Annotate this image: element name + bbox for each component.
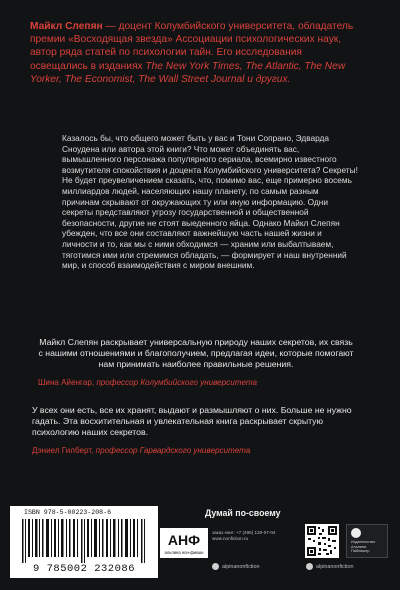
publisher-badge [346,524,388,558]
barcode [10,506,158,578]
qr-code-icon [306,525,338,557]
quote-attribution [38,377,356,388]
social-handle: alpinanonfiction [222,563,260,570]
telegram-icon [306,563,313,570]
quote-author-role: профессор Гарвардского университета [95,445,251,455]
qr-code [305,524,339,558]
blurb-quote-2 [32,405,352,456]
publisher-info [212,530,302,542]
barcode-digits: 9 785002 232086 [32,563,135,575]
vk-icon [212,563,219,570]
badge-text: Издательство Альпина Паблишер [351,540,376,553]
social-link-1[interactable] [212,563,259,570]
logo-text: АНФ [167,532,201,548]
publisher-logo [160,528,208,558]
social-link-2[interactable] [306,563,353,570]
isbn-label: ISBN 978-5-00223-208-6 [24,509,112,516]
author-bio [30,20,360,86]
quote-text: Майкл Слепян раскрывает универсальную природу наших секретов, их связь с нашими отношениями и благополучием, предлагая идеи, которые помогают нам принимать наиболее правильные решения. [38,337,354,370]
quote-attribution [32,445,352,456]
logo-subtext: альпина нон-фикшн [164,550,204,555]
quote-author: Дэниел Гилберт, [32,445,94,455]
quote-author-role: профессор Колумбийского университета [96,377,258,387]
author-bio-text: — доцент Колумбийского университета, обладатель премии «Восходящая звезда» Ассоциации психологических наук, автор ряда статей по психологии тайн. Его исследования освещались в изданиях [30,21,354,72]
blurb-quote-1 [36,337,356,388]
publisher-site: www.nonfiction.ru [212,536,249,541]
series-title: Думай по-своему [205,508,281,518]
book-description: Казалось бы, что общего может быть у вас и Тони Сопрано, Эдварда Сноудена или автора этой книги? Что может объединять вас, вымышленного персонажа популярного сериала, всемирно известного возмутителя спокойствия и доцента Колумбийского университета? Секреты! Не будет преувеличением сказать, что, помимо вас, еще примерно восемь миллиардов людей, населяющих нашу планету, по самым разным причинам скрывают от окружающих ту или иную информацию. Одни секреты представляют угрозу государственной и общественной безопасности, другие не стоят выеденного яйца. Однако Майкл Слепян убежден, что все они составляют важнейшую часть нашей жизни и личности и то, как мы с ними обходимся — храним или выбалтываем, тяготимся ими или стремимся обладать, — формирует и наш внутренний мир, и способ взаимодействия с миром внешним. [62,133,358,271]
author-bio-publications: The New York Times, The Atlantic, The New Yorker, The Economist, The Wall Street Journal и других. [30,60,346,85]
quote-author: Шина Айенгар, [38,377,95,387]
social-handle: alpinanonfiction [316,563,354,570]
barcode-bars [18,519,150,563]
anf-logo-icon [160,528,208,558]
author-name: Майкл Слепян [30,21,103,32]
quote-text: У всех они есть, все их хранят, выдают и размышляют о них. Больше не нужно гадать. Эта восхитительная и увлекательная книга раскрывает скрытую психологию наших секретов. [32,405,352,438]
badge-icon [351,528,361,538]
publisher-phone: заказ книг: +7 (495) 120-07-04 [212,530,276,535]
